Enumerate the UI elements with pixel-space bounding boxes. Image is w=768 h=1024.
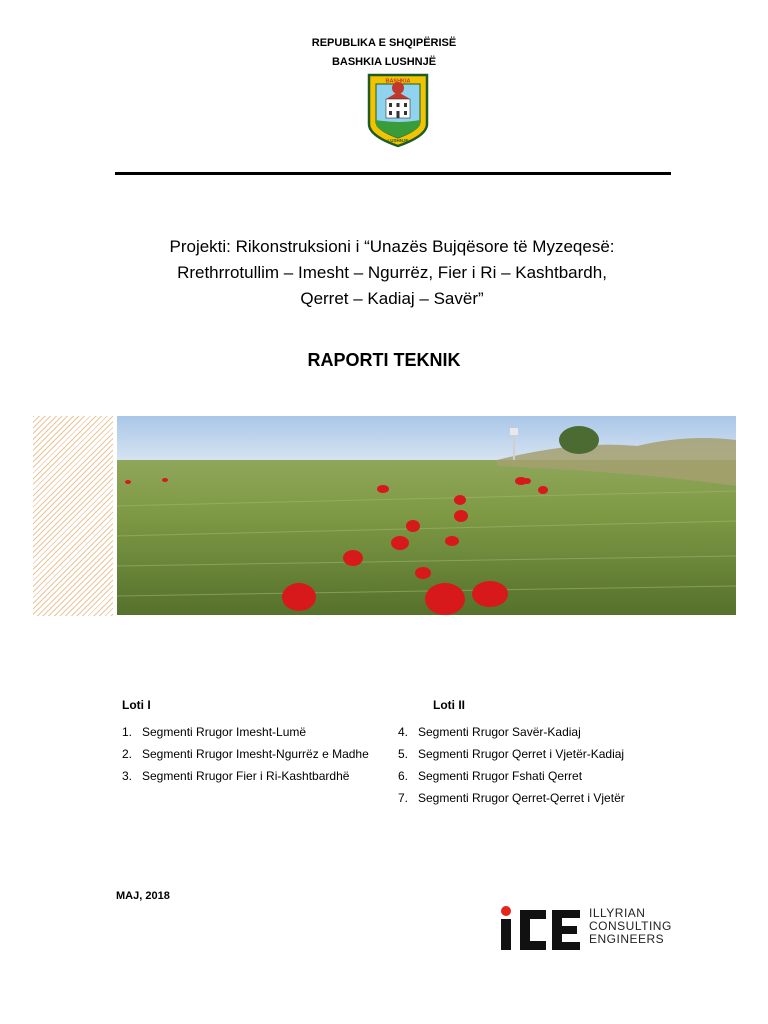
list-item-label: Segmenti Rrugor Imesht-Lumë [142,725,307,739]
lot-2-title: Loti II [433,698,465,712]
crest-bottom-text: LUSHNJE [387,138,409,143]
lot-1-title: Loti I [122,698,151,712]
list-item-label: Segmenti Rrugor Imesht-Ngurrëz e Madhe [142,747,369,761]
list-item [398,765,625,787]
project-title-line-3: Qerret – Kadiaj – Savër” [300,289,484,308]
list-item-number: 5. [398,747,409,761]
list-item-label: Segmenti Rrugor Qerret i Vjetër-Kadiaj [418,747,625,761]
lot-1-list [122,721,369,787]
logo-text-line-3: ENGINEERS [589,932,665,946]
decorative-hatch-pattern [33,416,113,616]
list-item-number: 3. [122,769,133,783]
header-municipality: BASHKIA LUSHNJË [331,56,437,68]
list-item-number: 2. [122,747,133,761]
logo-text-line-1: ILLYRIAN [589,906,646,920]
logo-mark-text: iCE [547,947,552,951]
list-item-number: 6. [398,769,409,783]
list-item-number: 7. [398,791,409,805]
crest-top-text: BASHKIA [385,78,411,85]
header-divider [115,172,671,175]
list-item [398,743,625,765]
report-title: RAPORTI TEKNIK [307,350,461,370]
cover-photo-wheat-field [117,416,736,615]
project-title-line-1: Projekti: Rikonstruksioni i “Unazës Bujqësore të Myzeqesë: [169,237,615,256]
list-item-number: 1. [122,725,133,739]
list-item [122,721,369,743]
project-title-line-2: Rrethrrotullim – Imesht – Ngurrëz, Fier i Ri – Kashtbardh, [177,263,607,282]
list-item [122,743,369,765]
logo-text [589,907,672,946]
lot-2-list [398,721,625,809]
list-item [398,721,625,743]
list-item-label: Segmenti Rrugor Fier i Ri-Kashtbardhë [142,769,350,783]
header-country: REPUBLIKA E SHQIPËRISË [311,37,457,49]
list-item-label: Segmenti Rrugor Qerret-Qerret i Vjetër [418,791,625,805]
list-item [398,787,625,809]
project-title [100,234,684,312]
list-item [122,765,369,787]
list-item-number: 4. [398,725,409,739]
list-item-label: Segmenti Rrugor Fshati Qerret [418,769,583,783]
list-item-label: Segmenti Rrugor Savër-Kadiaj [418,725,581,739]
municipality-crest [366,72,430,148]
logo-text-line-2: CONSULTING [589,919,672,933]
report-date: MAJ, 2018 [116,890,170,902]
